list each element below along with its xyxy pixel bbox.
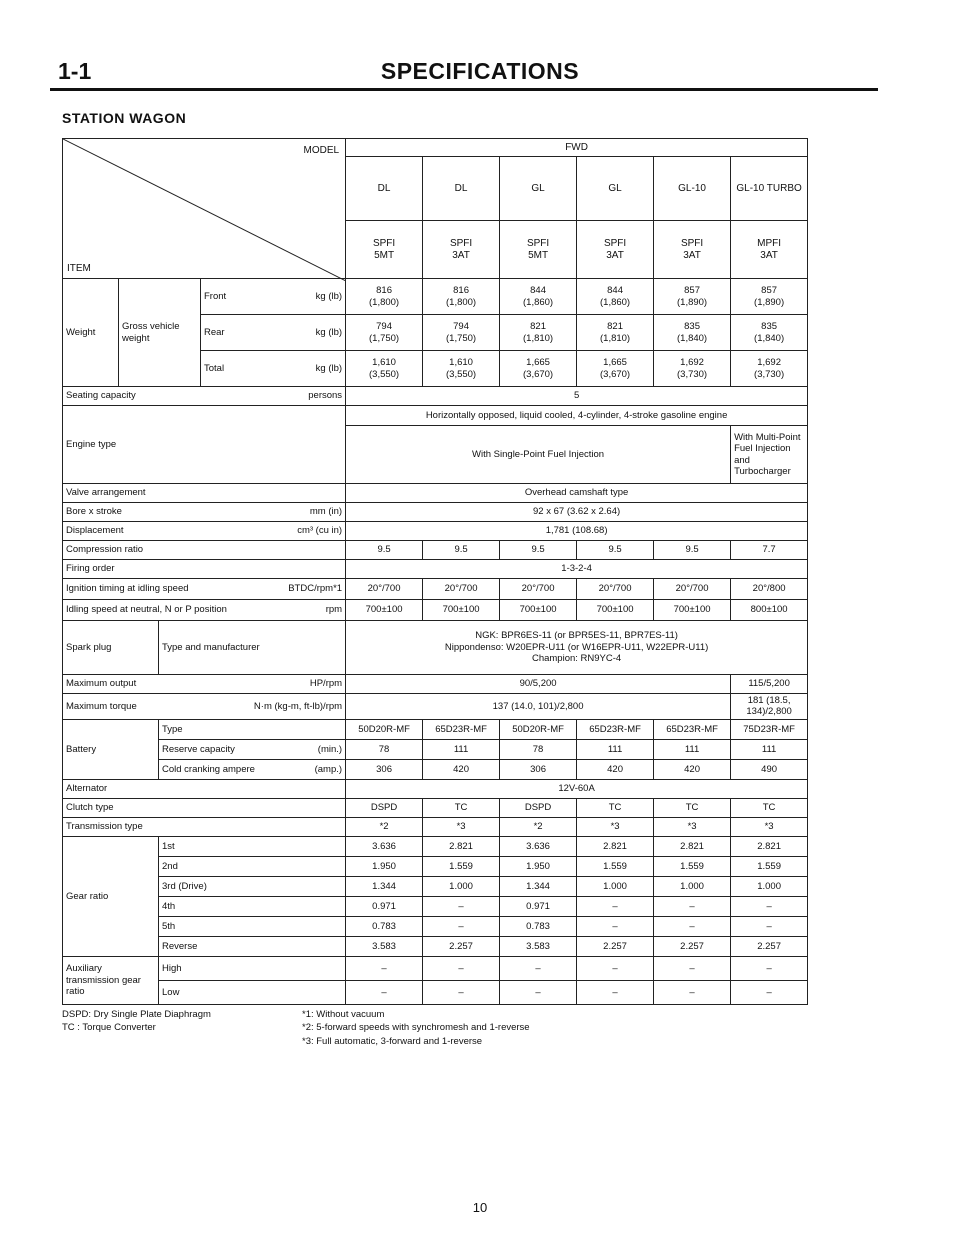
idling-speed-value: 700±100	[423, 600, 500, 621]
weight-kg: 1,610	[372, 357, 396, 369]
row-label: Maximum torque	[66, 700, 137, 712]
weight-value-cell	[654, 351, 731, 387]
max-torque-turbo: 181 (18.5, 134)/2,800	[731, 694, 808, 720]
displacement-label-unit	[66, 525, 342, 536]
max-output-label-unit	[66, 678, 342, 689]
gear-value: 0.971	[500, 896, 577, 916]
battery-value: 78	[500, 739, 577, 759]
battery-row-label	[159, 759, 346, 779]
gear-value: –	[654, 916, 731, 936]
gear-value: 3.583	[500, 936, 577, 956]
weight-lb: (3,550)	[369, 368, 400, 380]
weight-kg: 1,692	[680, 357, 704, 369]
displacement-value: 1,781 (108.68)	[346, 522, 808, 541]
row-label: Maximum output	[66, 678, 137, 690]
max-torque-label-unit	[66, 701, 342, 712]
gear-value: –	[654, 896, 731, 916]
gear-value: 2.257	[577, 936, 654, 956]
battery-value: 420	[423, 759, 500, 779]
gear-value: 0.971	[346, 896, 423, 916]
weight-kg: 1,665	[526, 357, 550, 369]
transmission-type-value: *2	[346, 817, 423, 836]
battery-label-unit	[162, 724, 342, 735]
transmission-code: 3AT	[606, 249, 624, 261]
spark-plug-values	[346, 621, 808, 675]
ignition-timing-value: 20°/700	[577, 579, 654, 600]
weight-lb: (1,750)	[446, 332, 477, 344]
spark-plug-label: Spark plug	[63, 621, 159, 675]
ignition-timing-value: 20°/800	[731, 579, 808, 600]
weight-kg: 794	[453, 321, 469, 333]
aux-value: –	[423, 980, 500, 1004]
engine-type-main: Horizontally opposed, liquid cooled, 4-cylinder, 4-stroke gasoline engine	[346, 406, 808, 426]
gear-value: 1.000	[731, 876, 808, 896]
idling-speed-value: 700±100	[577, 600, 654, 621]
aux-value: –	[346, 980, 423, 1004]
gear-value: –	[577, 896, 654, 916]
engine-code: SPFI	[526, 237, 550, 249]
model-engine-cell	[346, 221, 423, 279]
bore-stroke-label-unit	[66, 506, 342, 517]
gear-label: 3rd (Drive)	[159, 876, 346, 896]
idling-speed-label-unit	[66, 604, 342, 615]
gear-value: 1.950	[346, 856, 423, 876]
gear-ratio-label: Gear ratio	[63, 836, 159, 956]
footnote-dspd: DSPD: Dry Single Plate Diaphragm	[62, 1009, 211, 1020]
weight-kg: 1,665	[603, 357, 627, 369]
corner-diagonal	[63, 139, 346, 281]
fwd-heading: FWD	[346, 139, 808, 157]
battery-value: 75D23R-MF	[731, 719, 808, 739]
gear-value: 1.559	[654, 856, 731, 876]
aux-value: –	[731, 956, 808, 980]
weight-kg: 1,692	[757, 357, 781, 369]
weight-value-cell	[731, 279, 808, 315]
battery-value: 111	[654, 739, 731, 759]
max-output-label	[63, 675, 346, 694]
gear-value: 1.559	[731, 856, 808, 876]
model-engine-cell	[500, 221, 577, 279]
transmission-type-label: Transmission type	[63, 817, 346, 836]
weight-lb: (1,810)	[600, 332, 631, 344]
row-label: Reserve capacity	[162, 743, 235, 755]
gear-value: 1.559	[423, 856, 500, 876]
gear-value: 2.821	[577, 836, 654, 856]
header-rule	[50, 88, 878, 91]
weight-value-cell	[346, 279, 423, 315]
aux-value: –	[577, 956, 654, 980]
battery-label-unit	[162, 764, 342, 775]
row-label: Displacement	[66, 525, 124, 537]
clutch-type-value: TC	[731, 798, 808, 817]
table-corner-cell	[63, 139, 346, 279]
row-label: Total	[204, 362, 225, 374]
battery-value: 306	[500, 759, 577, 779]
ignition-timing-value: 20°/700	[500, 579, 577, 600]
weight-kg: 821	[530, 321, 546, 333]
weight-row-label	[201, 351, 346, 387]
transmission-code: 3AT	[760, 249, 778, 261]
row-unit: kg (lb)	[315, 326, 343, 338]
model-name-cell: GL	[577, 157, 654, 221]
weight-row-label	[201, 315, 346, 351]
weight-label-unit	[204, 327, 342, 338]
gear-label: 4th	[159, 896, 346, 916]
compression-ratio-value: 9.5	[346, 541, 423, 560]
displacement-label	[63, 522, 346, 541]
battery-label-unit	[162, 744, 342, 755]
battery-row-label	[159, 739, 346, 759]
gear-value: 2.821	[654, 836, 731, 856]
model-engine-cell	[577, 221, 654, 279]
battery-value: 306	[346, 759, 423, 779]
weight-value-cell	[346, 315, 423, 351]
weight-lb: (1,840)	[677, 332, 708, 344]
max-output-value: 90/5,200	[346, 675, 731, 694]
aux-value: –	[577, 980, 654, 1004]
weight-value-cell	[731, 315, 808, 351]
weight-value-cell	[500, 279, 577, 315]
gear-label: 5th	[159, 916, 346, 936]
ignition-timing-value: 20°/700	[423, 579, 500, 600]
weight-label-unit	[204, 363, 342, 374]
item-heading: ITEM	[67, 263, 91, 274]
model-engine-cell	[731, 221, 808, 279]
row-label: Front	[204, 290, 227, 302]
weight-value-cell	[731, 351, 808, 387]
row-unit: (min.)	[317, 743, 343, 755]
weight-lb: (3,550)	[446, 368, 477, 380]
ignition-timing-label-unit	[66, 583, 342, 594]
gear-label: 1st	[159, 836, 346, 856]
battery-value: 420	[654, 759, 731, 779]
compression-ratio-value: 9.5	[423, 541, 500, 560]
model-heading: MODEL	[303, 145, 340, 156]
weight-value-cell	[654, 315, 731, 351]
gear-value: 1.344	[500, 876, 577, 896]
row-label: Seating capacity	[66, 390, 136, 402]
gear-label: Reverse	[159, 936, 346, 956]
weight-lb: (3,670)	[523, 368, 554, 380]
battery-value: 65D23R-MF	[423, 719, 500, 739]
gear-value: –	[423, 896, 500, 916]
max-torque-value: 137 (14.0, 101)/2,800	[346, 694, 731, 720]
weight-kg: 857	[684, 285, 700, 297]
engine-type-label: Engine type	[63, 406, 346, 484]
transmission-type-value: *2	[500, 817, 577, 836]
weight-value-cell	[577, 351, 654, 387]
valve-arrangement-label: Valve arrangement	[63, 484, 346, 503]
alternator-label: Alternator	[63, 779, 346, 798]
aux-value: –	[654, 980, 731, 1004]
transmission-code: 3AT	[452, 249, 470, 261]
max-torque-label	[63, 694, 346, 720]
aux-value: –	[423, 956, 500, 980]
battery-value: 50D20R-MF	[346, 719, 423, 739]
gear-value: 3.636	[500, 836, 577, 856]
model-name-cell: DL	[346, 157, 423, 221]
gear-value: 2.257	[731, 936, 808, 956]
gear-value: 2.821	[731, 836, 808, 856]
model-name-cell: GL-10	[654, 157, 731, 221]
footnote-2: *2: 5-forward speeds with synchromesh and 1-reverse	[302, 1022, 530, 1034]
compression-ratio-label: Compression ratio	[63, 541, 346, 560]
footnote-3: *3: Full automatic, 3-forward and 1-reverse	[302, 1035, 483, 1047]
aux-value: –	[346, 956, 423, 980]
gear-value: 1.000	[577, 876, 654, 896]
battery-row-label	[159, 719, 346, 739]
aux-transmission-label: Auxiliary transmission gear ratio	[63, 956, 159, 1004]
ignition-timing-label	[63, 579, 346, 600]
clutch-type-value: DSPD	[346, 798, 423, 817]
weight-lb: (1,810)	[523, 332, 554, 344]
battery-value: 78	[346, 739, 423, 759]
bore-stroke-value: 92 x 67 (3.62 x 2.64)	[346, 503, 808, 522]
weight-kg: 844	[530, 285, 546, 297]
weight-label: Weight	[63, 279, 119, 387]
weight-lb: (1,750)	[369, 332, 400, 344]
transmission-type-value: *3	[731, 817, 808, 836]
page-section-number: 1-1	[58, 58, 92, 84]
clutch-type-value: TC	[654, 798, 731, 817]
valve-arrangement-value: Overhead camshaft type	[346, 484, 808, 503]
row-label: Idling speed at neutral, N or P position	[66, 604, 227, 616]
row-label: Rear	[204, 326, 225, 338]
weight-lb: (1,860)	[523, 296, 554, 308]
weight-lb: (3,730)	[754, 368, 785, 380]
gear-value: 1.000	[423, 876, 500, 896]
gear-value: –	[423, 916, 500, 936]
ignition-timing-value: 20°/700	[654, 579, 731, 600]
aux-value: –	[500, 956, 577, 980]
weight-row-label	[201, 279, 346, 315]
weight-value-cell	[500, 351, 577, 387]
weight-kg: 835	[684, 321, 700, 333]
weight-value-cell	[577, 279, 654, 315]
firing-order-value: 1-3-2-4	[346, 560, 808, 579]
gear-value: 0.783	[346, 916, 423, 936]
engine-code: MPFI	[757, 237, 782, 249]
engine-mpfi: With Multi-Point Fuel Injection and Turbocharger	[731, 426, 808, 484]
weight-kg: 821	[607, 321, 623, 333]
battery-value: 65D23R-MF	[577, 719, 654, 739]
row-unit: HP/rpm	[309, 678, 343, 690]
idling-speed-value: 700±100	[346, 600, 423, 621]
battery-value: 50D20R-MF	[500, 719, 577, 739]
weight-lb: (1,840)	[754, 332, 785, 344]
clutch-type-value: DSPD	[500, 798, 577, 817]
weight-kg: 1,610	[449, 357, 473, 369]
model-name-cell: GL-10 TURBO	[731, 157, 808, 221]
row-unit: kg (lb)	[315, 290, 343, 302]
transmission-code: 3AT	[683, 249, 701, 261]
gear-value: 2.257	[654, 936, 731, 956]
footnote-1: *1: Without vacuum	[302, 1009, 385, 1020]
idling-speed-value: 700±100	[654, 600, 731, 621]
seating-value: 5	[346, 387, 808, 406]
weight-value-cell	[577, 315, 654, 351]
spark-nippondenso: Nippondenso: W20EPR-U11 (or W16EPR-U11, W22EPR-U11)	[444, 641, 709, 653]
weight-value-cell	[346, 351, 423, 387]
gear-value: 1.950	[500, 856, 577, 876]
gear-value: –	[731, 916, 808, 936]
spark-ngk: NGK: BPR6ES-11 (or BPR5ES-11, BPR7ES-11)	[475, 630, 678, 642]
seating-label-unit	[66, 390, 342, 401]
engine-code: SPFI	[372, 237, 396, 249]
footnote-tc: TC : Torque Converter	[62, 1022, 156, 1034]
model-name-cell: DL	[423, 157, 500, 221]
aux-value: –	[731, 980, 808, 1004]
section-title: STATION WAGON	[62, 110, 187, 126]
weight-kg: 816	[376, 285, 392, 297]
row-unit: mm (in)	[309, 506, 343, 518]
transmission-code: 5MT	[528, 249, 549, 261]
gear-value: 0.783	[500, 916, 577, 936]
weight-value-cell	[500, 315, 577, 351]
page-title: SPECIFICATIONS	[380, 58, 580, 84]
row-unit: cm³ (cu in)	[297, 525, 343, 537]
weight-lb: (1,800)	[369, 296, 400, 308]
weight-lb: (1,890)	[677, 296, 708, 308]
alternator-value: 12V-60A	[346, 779, 808, 798]
gear-value: 1.344	[346, 876, 423, 896]
compression-ratio-value: 9.5	[654, 541, 731, 560]
row-unit: N·m (kg-m, ft-lb)/rpm	[253, 700, 343, 712]
gear-value: 2.821	[423, 836, 500, 856]
weight-value-cell	[654, 279, 731, 315]
row-label: Type	[162, 723, 183, 735]
compression-ratio-value: 9.5	[500, 541, 577, 560]
weight-kg: 857	[761, 285, 778, 297]
row-unit: kg (lb)	[315, 362, 343, 374]
specifications-table	[62, 138, 808, 1005]
aux-gear-label: High	[159, 956, 346, 980]
gear-value: 3.636	[346, 836, 423, 856]
weight-lb: (1,860)	[600, 296, 631, 308]
model-engine-cell	[654, 221, 731, 279]
compression-ratio-value: 9.5	[577, 541, 654, 560]
gear-value: 1.000	[654, 876, 731, 896]
transmission-type-value: *3	[423, 817, 500, 836]
gross-weight-label: Gross vehicle weight	[119, 279, 201, 387]
weight-kg: 844	[607, 285, 623, 297]
engine-spfi: With Single-Point Fuel Injection	[346, 426, 731, 484]
battery-value: 420	[577, 759, 654, 779]
model-engine-cell	[423, 221, 500, 279]
clutch-type-value: TC	[423, 798, 500, 817]
aux-value: –	[500, 980, 577, 1004]
weight-lb: (1,890)	[754, 296, 785, 308]
weight-kg: 794	[376, 321, 392, 333]
engine-code: SPFI	[449, 237, 473, 249]
battery-label: Battery	[63, 719, 159, 779]
gear-value: 3.583	[346, 936, 423, 956]
weight-kg: 816	[453, 285, 469, 297]
weight-kg: 835	[761, 321, 778, 333]
weight-label-unit	[204, 291, 342, 302]
clutch-type-label: Clutch type	[63, 798, 346, 817]
weight-value-cell	[423, 279, 500, 315]
spark-plug-sub: Type and manufacturer	[159, 621, 346, 675]
battery-value: 111	[423, 739, 500, 759]
model-name-cell: GL	[500, 157, 577, 221]
idling-speed-value: 700±100	[500, 600, 577, 621]
transmission-type-value: *3	[654, 817, 731, 836]
gear-label: 2nd	[159, 856, 346, 876]
gear-value: 2.257	[423, 936, 500, 956]
idling-speed-label	[63, 600, 346, 621]
row-label: Bore x stroke	[66, 506, 122, 518]
ignition-timing-value: 20°/700	[346, 579, 423, 600]
row-unit: BTDC/rpm*1	[288, 583, 343, 595]
bore-stroke-label	[63, 503, 346, 522]
transmission-code: 5MT	[374, 249, 395, 261]
clutch-type-value: TC	[577, 798, 654, 817]
battery-value: 490	[731, 759, 808, 779]
engine-code: SPFI	[680, 237, 704, 249]
row-unit: persons	[308, 390, 343, 402]
battery-value: 111	[577, 739, 654, 759]
aux-gear-label: Low	[159, 980, 346, 1004]
firing-order-label: Firing order	[63, 560, 346, 579]
row-unit: (amp.)	[314, 763, 343, 775]
aux-value: –	[654, 956, 731, 980]
battery-value: 111	[731, 739, 808, 759]
weight-lb: (1,800)	[446, 296, 477, 308]
gear-value: 1.559	[577, 856, 654, 876]
gear-value: –	[731, 896, 808, 916]
weight-value-cell	[423, 351, 500, 387]
transmission-type-value: *3	[577, 817, 654, 836]
compression-ratio-value: 7.7	[731, 541, 808, 560]
row-label: Ignition timing at idling speed	[66, 583, 189, 595]
gear-value: –	[577, 916, 654, 936]
page-number: 10	[472, 1200, 488, 1215]
weight-value-cell	[423, 315, 500, 351]
engine-code: SPFI	[603, 237, 627, 249]
max-output-turbo: 115/5,200	[731, 675, 808, 694]
battery-value: 65D23R-MF	[654, 719, 731, 739]
weight-lb: (3,730)	[677, 368, 708, 380]
seating-label	[63, 387, 346, 406]
idling-speed-value: 800±100	[731, 600, 808, 621]
row-label: Cold cranking ampere	[162, 763, 255, 775]
spark-champion: Champion: RN9YC-4	[531, 653, 622, 665]
weight-lb: (3,670)	[600, 368, 631, 380]
row-unit: rpm	[325, 604, 343, 616]
